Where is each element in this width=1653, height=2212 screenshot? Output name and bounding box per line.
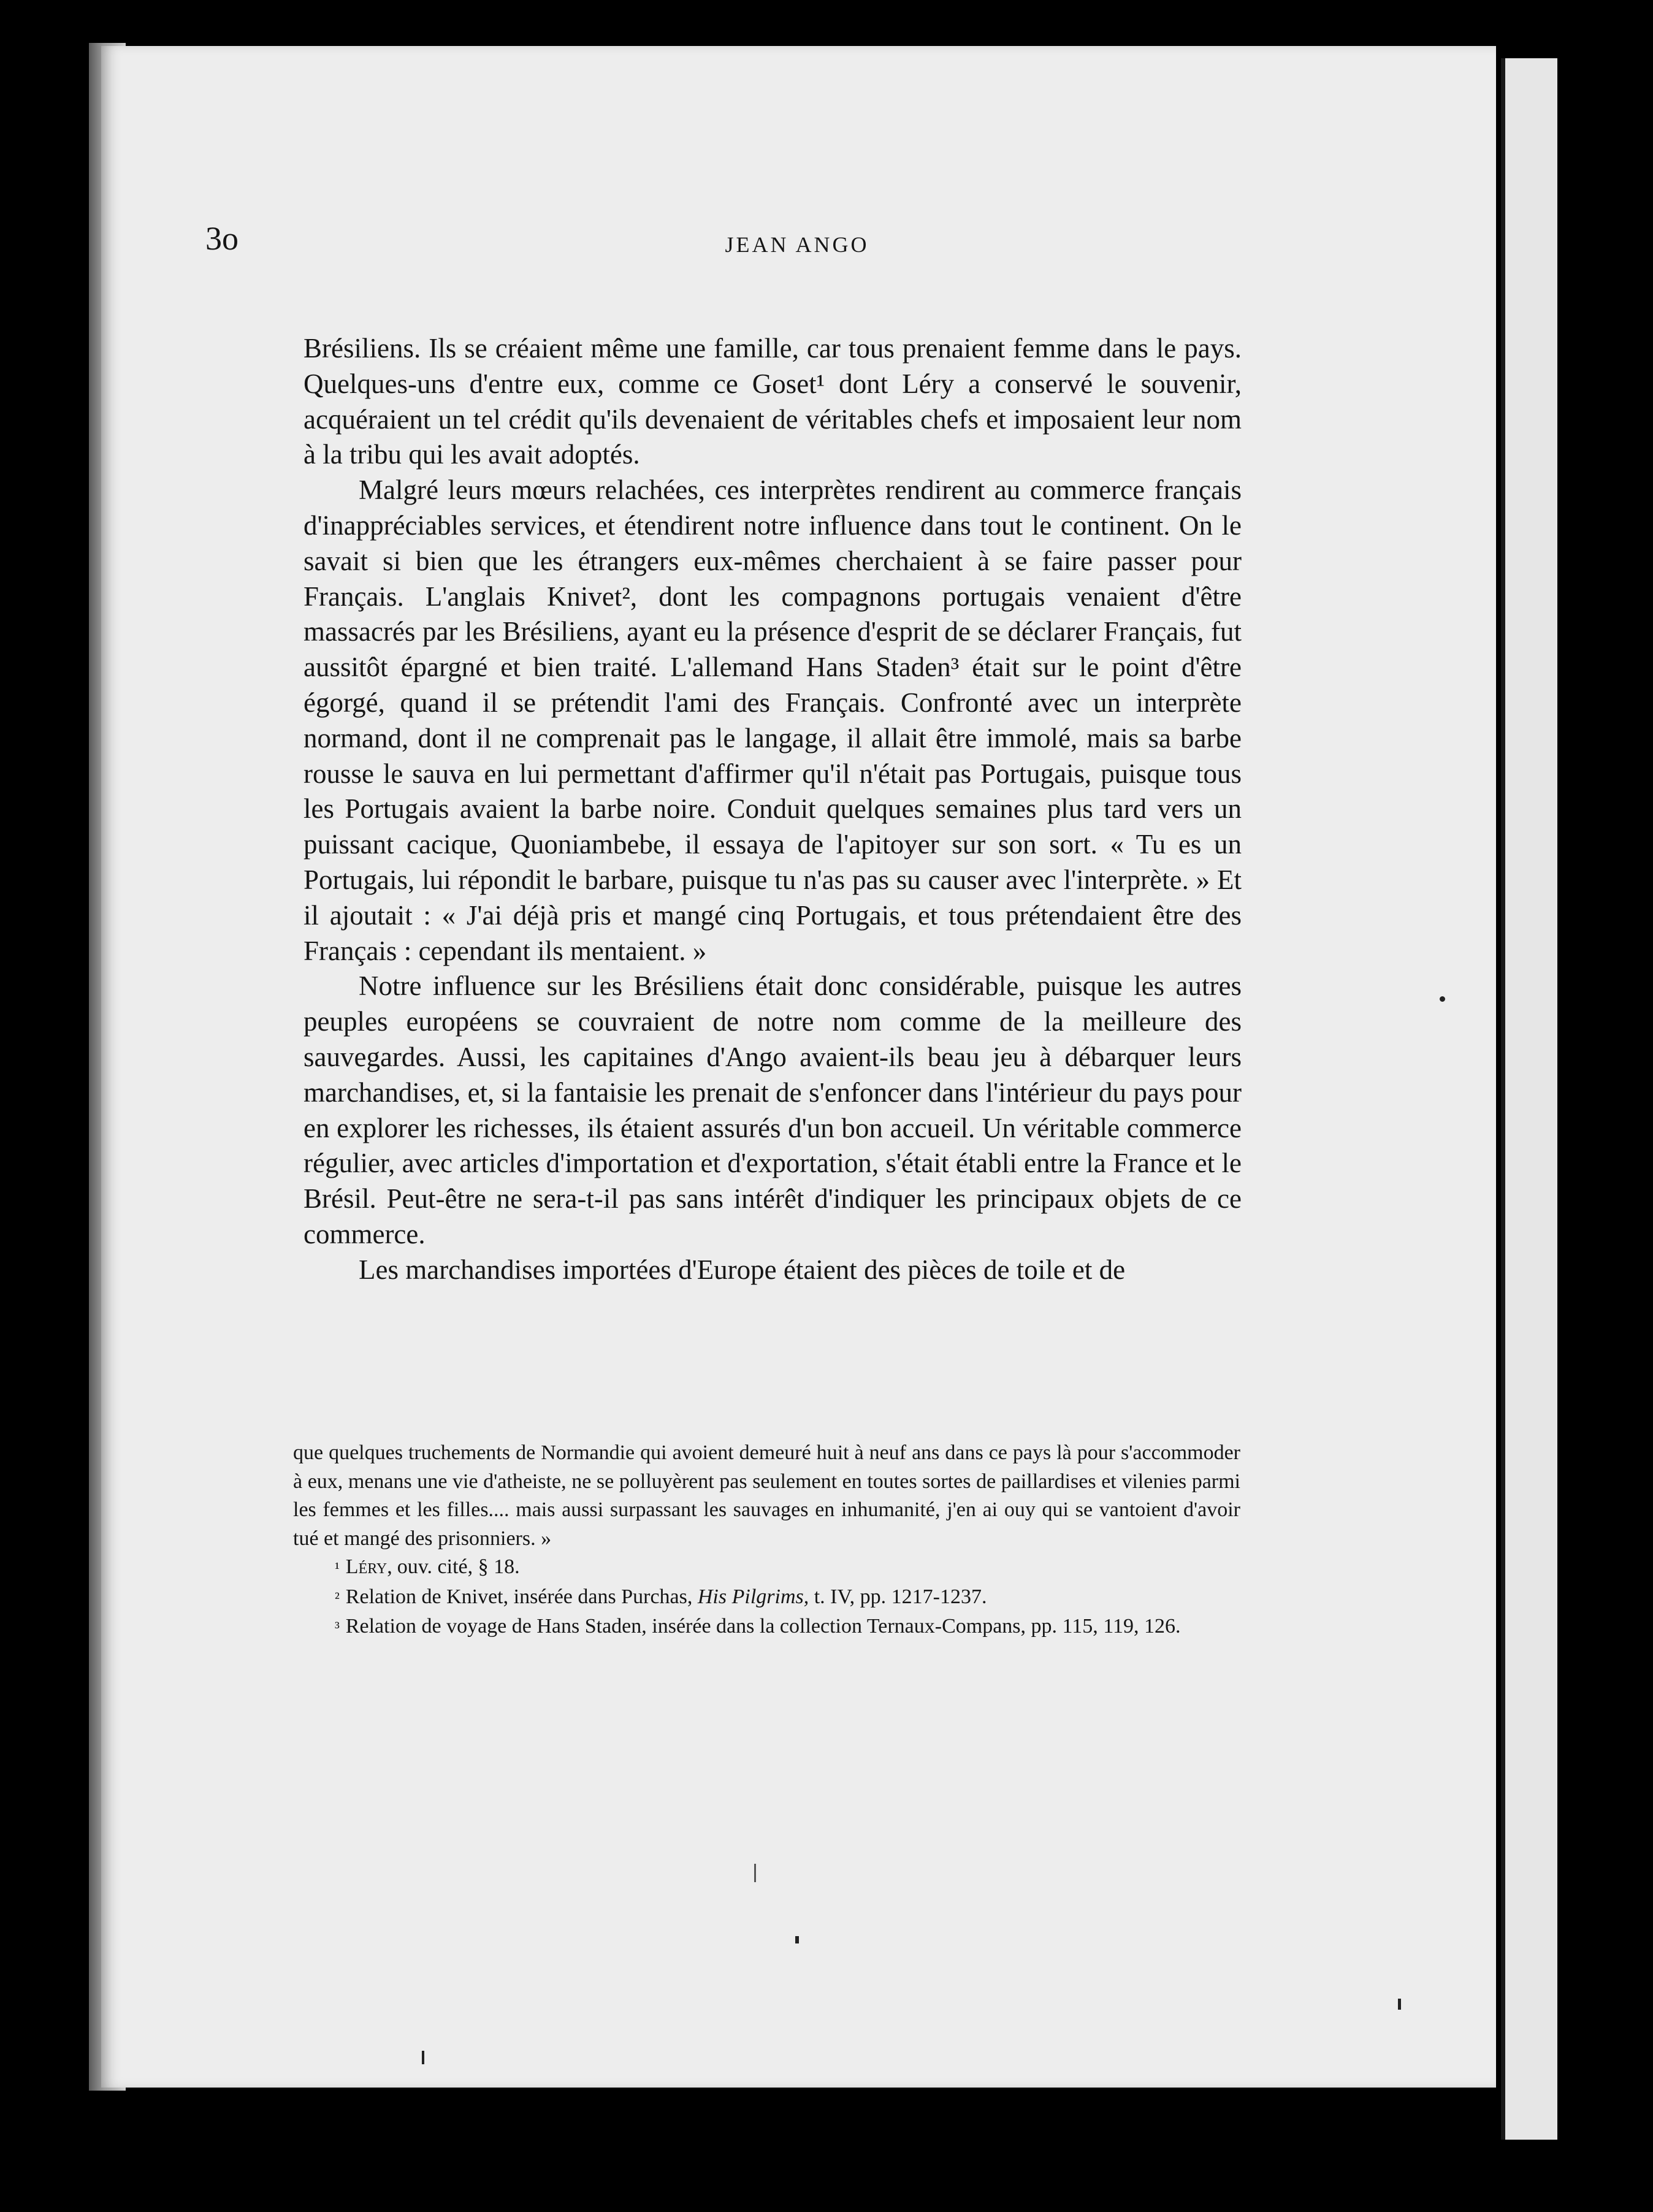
body-text [303, 331, 1242, 1288]
footnote-text: t. IV, pp. 1217-1237. [814, 1585, 987, 1608]
footnote-title: His Pilgrims, [697, 1585, 809, 1608]
paragraph: Brésiliens. Ils se créaient même une famille, car tous prenaient femme dans le pays. Quelques-uns d'entre eux, comme ce Goset¹ dont Léry a conservé le souvenir, acquéraient un tel crédit qu'ils devenaient de véritables chefs et imposaient leur nom à la tribu qui les avait adoptés. [303, 333, 1242, 470]
footnote-2 [293, 1583, 1240, 1613]
scan-speck [754, 1864, 756, 1882]
paragraph: Notre influence sur les Brésiliens était donc considérable, puisque les autres peuples européens se couvraient de notre nom comme de la meilleure des sauvegardes. Aussi, les capitaines d'Ango avaient-ils beau jeu à débarquer leurs marchandises, et, si la fantaisie les prenait de s'enfoncer dans l'intérieur du pays pour en explorer les richesses, ils étaient assurés d'un bon accueil. Un véritable commerce régulier, avec articles d'importation et d'exportation, s'était établi entre la France et le Brésil. Peut-être ne sera-t-il pas sans intérêt d'indiquer les principaux objets de ce commerce. [303, 971, 1242, 1249]
paragraph: Les marchandises importées d'Europe étaient des pièces de toile et de [359, 1254, 1126, 1285]
scan-speck [1440, 996, 1445, 1002]
footnote-mark: ³ [335, 1619, 340, 1636]
footnote-3 [293, 1612, 1240, 1642]
scan-speck [1398, 1999, 1401, 2010]
page-number: 3o [205, 220, 239, 257]
facing-page-edge [1501, 58, 1557, 2140]
footnotes [293, 1439, 1240, 1642]
footnote-continuation: que quelques truchements de Normandie qui avoient demeuré huit à neuf ans dans ce pays là pour s'accommoder à eux, menans une vie d'atheiste, ne se polluyèrent pas seulement en toutes sortes de paillardises et vilenies parmi les femmes et les filles.... mais aussi surpassant les sauvages en inhumanité, j'en ai ouy qui se vantoient d'avoir tué et mangé des prisonniers. » [293, 1441, 1240, 1550]
footnote-mark: ² [335, 1588, 340, 1607]
footnote-mark: ¹ [335, 1559, 340, 1577]
footnote-text: Relation de voyage de Hans Staden, insérée dans la collection Ternaux-Compans, pp. 115, 119, 126. [345, 1615, 1181, 1638]
footnote-source: Léry, [345, 1555, 392, 1578]
running-head: JEAN ANGO [725, 232, 869, 257]
paragraph: Malgré leurs mœurs relachées, ces interprètes rendirent au commerce français d'inappréciables services, et étendirent notre influence dans tout le continent. On le savait si bien que les étrangers eux-mêmes cherchaient à se faire passer pour Français. L'anglais Knivet², dont les compagnons portugais venaient d'être massacrés par les Brésiliens, ayant eu la présence d'esprit de se déclarer Français, fut aussitôt épargné et bien traité. L'allemand Hans Staden³ était sur le point d'être égorgé, quand il se prétendit l'ami des Français. Confronté avec un interprète normand, dont il ne comprenait pas le langage, il allait être immolé, mais sa barbe rousse le sauva en lui permettant d'affirmer qu'il n'était pas Portugais, puisque tous les Portugais avaient la barbe noire. Conduit quelques semaines plus tard vers un puissant cacique, Quoniambebe, il essaya de l'apitoyer sur son sort. « Tu es un Portugais, lui répondit le barbare, puisque tu n'as pas su causer avec l'interprète. » Et il ajoutait : « J'ai déjà pris et mangé cinq Portugais, et tous prétendaient être des Français : cependant ils mentaient. » [303, 475, 1242, 966]
scan-speck [422, 2051, 424, 2064]
scan-speck [795, 1936, 799, 1943]
footnote-text: Relation de Knivet, insérée dans Purchas, [345, 1585, 693, 1608]
footnote-text: ouv. cité, § 18. [397, 1555, 520, 1578]
footnote-1 [293, 1553, 1240, 1583]
